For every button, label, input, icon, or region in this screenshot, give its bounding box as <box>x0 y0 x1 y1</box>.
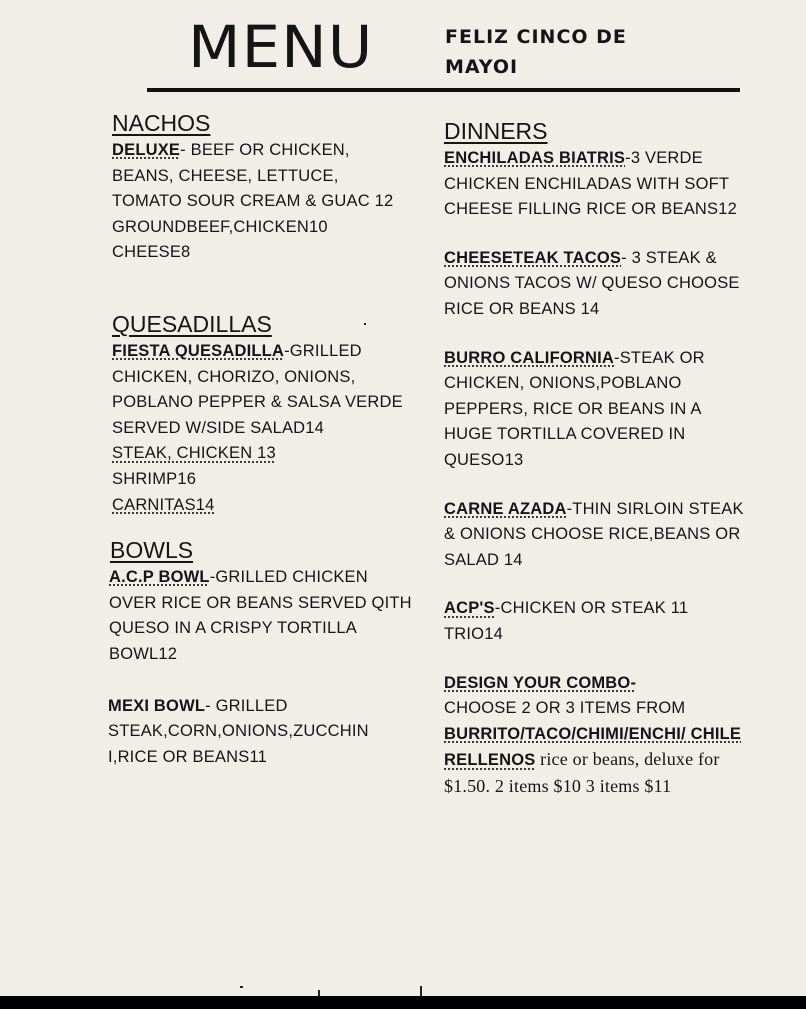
item-name: ENCHILADAS BIATRIS <box>444 149 626 167</box>
carne-azada-item <box>444 497 744 574</box>
fiesta-quesadilla-item <box>112 339 412 441</box>
dinners-heading: DINNERS <box>444 118 548 144</box>
item-name: DELUXE <box>112 141 181 159</box>
header-rule <box>147 88 740 92</box>
item-description: -GRILLED CHICKEN OVER RICE OR BEANS SERVED QITH QUESO IN A CRISPY TORTILLA BOWL12 <box>109 568 412 663</box>
menu-title: MENU <box>188 13 374 81</box>
left-column <box>108 108 412 770</box>
scan-speck <box>420 986 422 996</box>
acps-item <box>444 596 744 622</box>
item-name: MEXI BOWL <box>108 696 206 715</box>
item-description: - GRILLED STEAK,CORN,ONIONS,ZUCCHIN I,RICE OR BEANS11 <box>108 696 369 766</box>
item-name: FIESTA QUESADILLA <box>112 341 285 360</box>
combo-pricing: rice or beans, deluxe for $1.50. 2 items $10 3 items $11 <box>444 749 720 796</box>
subtitle-line-1: FELIZ CINCO DE <box>445 26 627 48</box>
item-description: - 3 STEAK & ONIONS TACOS W/ QUESO CHOOSE RICE OR BEANS 14 <box>444 248 740 318</box>
scan-border <box>0 996 806 1009</box>
shrimp-option: SHRIMP16 <box>112 469 197 488</box>
item-name: CHEESETEAK TACOS <box>444 248 622 267</box>
subtitle-line-2: MAYOI <box>445 56 519 78</box>
item-description: CHOOSE 2 OR 3 ITEMS FROM <box>444 699 686 718</box>
combo-item-list: BURRITO/TACO/CHIMI/ENCHI/ CHILE RELLENOS <box>444 724 742 770</box>
right-column <box>444 116 744 800</box>
nachos-cheese-item: CHEESE8 <box>112 243 191 262</box>
item-name: ACP'S <box>444 599 495 618</box>
item-description: - BEEF OR CHICKEN, BEANS, CHEESE, LETTUCE, TOMATO SOUR CREAM & GUAC 12 <box>112 141 394 211</box>
nachos-heading: NACHOS <box>112 110 211 136</box>
trio-item: TRIO14 <box>444 624 503 643</box>
acp-bowl-item <box>109 565 412 667</box>
item-name: A.C.P BOWL <box>109 568 210 587</box>
nachos-groundbeef-item: GROUNDBEEF,CHICKEN10 <box>112 217 328 236</box>
item-description: -CHICKEN OR STEAK 11 <box>494 599 689 618</box>
cheesesteak-tacos-item <box>444 246 744 323</box>
design-your-combo-item <box>444 671 744 801</box>
item-description: -THIN SIRLOIN STEAK & ONIONS CHOOSE RICE,BEANS OR SALAD 14 <box>444 499 744 569</box>
quesadillas-heading: QUESADILLAS <box>112 310 272 337</box>
nachos-deluxe-item <box>112 138 412 215</box>
cinco-de-mayo-subtitle <box>445 22 627 82</box>
item-name: CARNE AZADA <box>444 499 567 518</box>
item-name: BURRO CALIFORNIA <box>444 348 615 367</box>
scan-speck <box>364 323 366 325</box>
enchiladas-biatris-item <box>444 146 744 223</box>
burro-california-item <box>444 346 744 474</box>
item-name: DESIGN YOUR COMBO- <box>444 673 637 692</box>
bowls-heading: BOWLS <box>110 537 194 564</box>
mexi-bowl-item <box>108 694 412 771</box>
scan-speck <box>240 986 243 988</box>
carnitas-option: CARNITAS14 <box>112 495 215 514</box>
item-description: -GRILLED CHICKEN, CHORIZO, ONIONS, POBLANO PEPPER & SALSA VERDE SERVED W/SIDE SALAD14 <box>112 341 403 437</box>
item-description: -3 VERDE CHICKEN ENCHILADAS WITH SOFT CHEESE FILLING RICE OR BEANS12 <box>444 149 738 219</box>
steak-chicken-option: STEAK, CHICKEN 13 <box>112 444 276 463</box>
item-description: -STEAK OR CHICKEN, ONIONS,POBLANO PEPPERS, RICE OR BEANS IN A HUGE TORTILLA COVERED IN QUESO13 <box>444 348 705 469</box>
